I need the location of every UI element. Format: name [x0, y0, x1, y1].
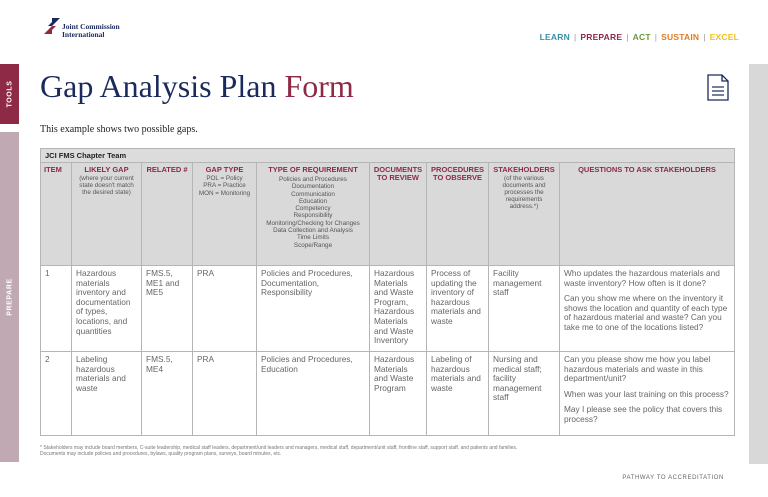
- cell-related: FMS.5, ME1 and ME5: [142, 266, 193, 352]
- footnote-line-2: Documents may include policies and procedures, bylaws, quality program plans, surveys, board minutes, etc.: [40, 451, 282, 457]
- cell-procedures: Labeling of hazardous materials and waste: [427, 352, 489, 436]
- nav-sustain[interactable]: SUSTAIN: [661, 32, 700, 42]
- question: Who updates the hazardous materials and waste inventory? How often is it done?: [564, 268, 720, 288]
- footer-label: PATHWAY TO ACCREDITATION: [622, 475, 724, 481]
- header-likely-gap: LIKELY GAP (where your current state doesn't match the desired state): [72, 163, 142, 266]
- sidebar-tab-prepare[interactable]: [0, 132, 19, 462]
- header-documents: DOCUMENTS TO REVIEW: [370, 163, 427, 266]
- nav-prepare[interactable]: PREPARE: [580, 32, 623, 42]
- footnote: [40, 445, 740, 457]
- table-row: [41, 266, 735, 352]
- nav-learn[interactable]: LEARN: [539, 32, 570, 42]
- subtitle: This example shows two possible gaps.: [40, 124, 198, 135]
- gap-type-note: MON = Monitoring: [198, 189, 251, 197]
- sidebar-prepare-label: PREPARE: [6, 278, 13, 316]
- sidebar-tools-label: TOOLS: [6, 80, 13, 108]
- cell-stakeholders: Facility management staff: [489, 266, 560, 352]
- question: May I please see the policy that covers this process?: [564, 404, 723, 424]
- requirement-type-item: Data Collection and Analysis: [273, 227, 353, 235]
- header-item: ITEM: [41, 163, 72, 266]
- footnote-line-1: * Stakeholders may include board members, C-suite leadership, medical staff leaders, department/unit leaders and managers, medical staff, department/unit staff, frontline staff, support staff, and patients and families.: [40, 445, 518, 451]
- cell-item: 2: [41, 352, 72, 436]
- requirement-type-item: Monitoring/Checking for Changes: [266, 219, 360, 227]
- cell-gap: Labeling hazardous materials and waste: [72, 352, 142, 436]
- document-icon[interactable]: [707, 74, 729, 101]
- nav-excel[interactable]: EXCEL: [709, 32, 739, 42]
- nav-separator: |: [626, 32, 629, 42]
- question: Can you please show me how you label hazardous materials and waste in this department/unit?: [564, 354, 711, 384]
- header-likely-gap-note: (where your current state doesn't match the desired state): [79, 175, 134, 196]
- cell-questions: [560, 352, 735, 436]
- nav-act[interactable]: ACT: [632, 32, 651, 42]
- cell-questions: [560, 266, 735, 352]
- requirement-type-item: Communication: [291, 190, 335, 198]
- header-stakeholders: STAKEHOLDERS (of the various documents and processes the requirements address.*): [489, 163, 560, 266]
- cell-documents: Hazardous Materials and Waste Program, Hazardous Materials and Waste Inventory: [370, 266, 427, 352]
- logo-line-1: Joint Commission: [62, 22, 120, 31]
- nav-separator: |: [573, 32, 577, 42]
- cell-procedures: Process of updating the inventory of hazardous materials and waste: [427, 266, 489, 352]
- page-title: [40, 68, 354, 105]
- requirement-type-item: Education: [298, 197, 327, 205]
- requirement-type-item: Documentation: [291, 183, 335, 191]
- cell-stakeholders: Nursing and medical staff; facility management staff: [489, 352, 560, 436]
- requirement-type-item: Scope/Range: [293, 241, 333, 249]
- logo-line-2: International: [62, 30, 105, 39]
- jci-logo: [44, 18, 120, 39]
- requirement-type-item: Competency: [295, 205, 331, 213]
- header-requirement-type: TYPE OF REQUIREMENT Policies and Procedures Documentation Communication Education Competency Responsibility Monitoring/Checking for Changes Data Collection and Analysis Time Limits Scope/Range: [257, 163, 370, 266]
- gap-analysis-table: [40, 148, 734, 436]
- cell-requirement: Policies and Procedures, Education: [257, 352, 370, 436]
- header-procedures: PROCEDURES TO OBSERVE: [427, 163, 489, 266]
- cell-documents: Hazardous Materials and Waste Program: [370, 352, 427, 436]
- gap-type-note: POL = Policy: [206, 175, 243, 182]
- cell-related: FMS.5, ME4: [142, 352, 193, 436]
- header-questions: QUESTIONS TO ASK STAKEHOLDERS: [560, 163, 735, 266]
- requirement-type-list: [260, 176, 366, 249]
- question: Can you show me where on the inventory it shows the location and quantity of each type of hazardous material and waste? Can you take me to one of the locations listed?: [564, 293, 728, 332]
- cell-item: 1: [41, 266, 72, 352]
- gap-type-note: PRA = Practice: [203, 182, 246, 190]
- nav-separator: |: [654, 32, 658, 42]
- right-edge-bar: [749, 64, 768, 464]
- requirement-type-item: Policies and Procedures: [279, 176, 347, 183]
- header-gap-type: GAP TYPE POL = Policy PRA = Practice MON = Monitoring: [193, 163, 257, 266]
- sidebar-tab-tools[interactable]: [0, 64, 19, 124]
- header-stakeholders-note: (of the various documents and processes the requirements address.*): [502, 175, 546, 210]
- cell-requirement: Policies and Procedures, Documentation, Responsibility: [257, 266, 370, 352]
- team-name: JCI FMS Chapter Team: [41, 149, 735, 163]
- requirement-type-item: Responsibility: [293, 212, 333, 220]
- cell-gap: Hazardous materials inventory and documentation of types, locations, and quantities: [72, 266, 142, 352]
- title-accent: Form: [284, 68, 354, 104]
- header-related: RELATED #: [142, 163, 193, 266]
- question: When was your last training on this process?: [564, 388, 729, 399]
- logo-mark-icon: [44, 18, 60, 34]
- phase-nav: [540, 32, 739, 42]
- title-main: Gap Analysis Plan: [40, 68, 277, 104]
- cell-gap-type: PRA: [193, 266, 257, 352]
- nav-separator: |: [703, 32, 706, 42]
- cell-gap-type: PRA: [193, 352, 257, 436]
- requirement-type-item: Time Limits: [297, 234, 329, 242]
- table-row: [41, 352, 735, 436]
